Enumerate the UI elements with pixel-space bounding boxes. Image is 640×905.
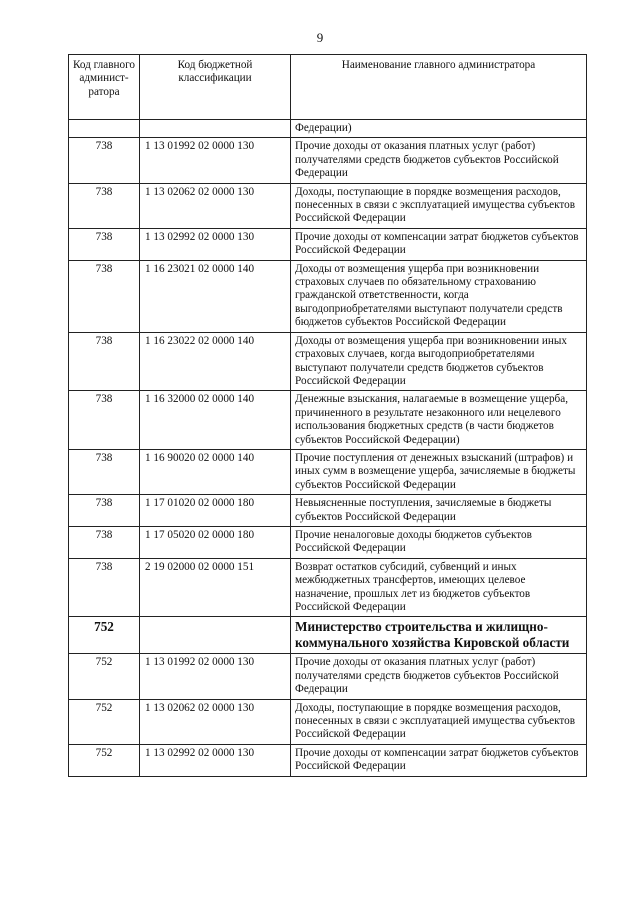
admin-code-cell: 752 (69, 744, 140, 776)
admin-code-cell: 752 (69, 699, 140, 744)
admin-code-cell: 752 (69, 654, 140, 699)
admin-code-cell (69, 120, 140, 138)
ministry-row (69, 617, 587, 654)
table-row (69, 449, 587, 494)
admin-name-cell: Невыясненные поступления, зачисляемые в бюджеты субъектов Российской Федерации (291, 495, 587, 527)
table-row (69, 744, 587, 776)
header-admin-code: Код главного админист-ратора (69, 55, 140, 120)
admin-code-cell: 738 (69, 449, 140, 494)
table-row (69, 183, 587, 228)
table-row (69, 391, 587, 450)
admin-name-cell: Денежные взыскания, налагаемые в возмещение ущерба, причиненного в результате незаконного или нецелевого использования бюджетных средств (в части бюджетов субъектов Российской Федерации) (291, 391, 587, 450)
table-row (69, 558, 587, 617)
budget-code-cell: 1 16 90020 02 0000 140 (140, 449, 291, 494)
admin-code-cell: 738 (69, 526, 140, 558)
budget-code-cell: 1 13 01992 02 0000 130 (140, 138, 291, 183)
admin-name-cell: Прочие неналоговые доходы бюджетов субъектов Российской Федерации (291, 526, 587, 558)
admin-name-cell: Доходы, поступающие в порядке возмещения расходов, понесенных в связи с эксплуатацией имущества субъектов Российской Федерации (291, 699, 587, 744)
admin-name-cell: Доходы от возмещения ущерба при возникновении иных страховых случаев, когда выгодоприобретателями выступают получатели средств бюджетов субъектов Российской Федерации (291, 332, 587, 391)
admin-code-cell: 738 (69, 495, 140, 527)
admin-code-cell: 738 (69, 558, 140, 617)
administrators-table (68, 54, 587, 777)
table-row (69, 526, 587, 558)
admin-name-cell: Прочие доходы от оказания платных услуг (работ) получателями средств бюджетов субъектов Российской Федерации (291, 654, 587, 699)
budget-code-cell: 1 16 23022 02 0000 140 (140, 332, 291, 391)
budget-code-cell (140, 617, 291, 654)
admin-name-cell: Доходы от возмещения ущерба при возникновении страховых случаев по обязательному страхованию гражданской ответственности, когда выгодоприобретателями выступают получатели средств бюджетов субъектов Российской Федерации (291, 260, 587, 332)
budget-code-cell (140, 120, 291, 138)
admin-name-cell: Прочие поступления от денежных взысканий (штрафов) и иных сумм в возмещение ущерба, зачисляемые в бюджеты субъектов Российской Федерации (291, 449, 587, 494)
admin-name-cell: Министерство строительства и жилищно-коммунального хозяйства Кировской области (291, 617, 587, 654)
admin-name-cell: Возврат остатков субсидий, субвенций и иных межбюджетных трансфертов, имеющих целевое назначение, прошлых лет из бюджетов субъектов Российской Федерации (291, 558, 587, 617)
budget-code-cell: 1 16 32000 02 0000 140 (140, 391, 291, 450)
budget-code-cell: 1 17 05020 02 0000 180 (140, 526, 291, 558)
header-admin-name: Наименование главного администратора (291, 55, 587, 120)
table-row (69, 120, 587, 138)
table-row (69, 495, 587, 527)
admin-name-cell: Прочие доходы от оказания платных услуг (работ) получателями средств бюджетов субъектов Российской Федерации (291, 138, 587, 183)
admin-name-cell: Прочие доходы от компенсации затрат бюджетов субъектов Российской Федерации (291, 228, 587, 260)
admin-name-cell: Прочие доходы от компенсации затрат бюджетов субъектов Российской Федерации (291, 744, 587, 776)
table-row (69, 228, 587, 260)
table-header-row (69, 55, 587, 120)
admin-code-cell: 738 (69, 332, 140, 391)
admin-code-cell: 738 (69, 138, 140, 183)
budget-code-cell: 1 17 01020 02 0000 180 (140, 495, 291, 527)
admin-code-cell: 738 (69, 228, 140, 260)
admin-name-cell: Доходы, поступающие в порядке возмещения расходов, понесенных в связи с эксплуатацией имущества субъектов Российской Федерации (291, 183, 587, 228)
admin-code-cell: 738 (69, 391, 140, 450)
page-number: 9 (316, 30, 324, 45)
budget-code-cell: 1 13 02992 02 0000 130 (140, 228, 291, 260)
budget-code-cell: 1 13 02062 02 0000 130 (140, 183, 291, 228)
budget-code-cell: 1 13 02062 02 0000 130 (140, 699, 291, 744)
table-row (69, 699, 587, 744)
table-row (69, 138, 587, 183)
admin-code-cell: 738 (69, 183, 140, 228)
admin-code-cell: 752 (69, 617, 140, 654)
table-row (69, 260, 587, 332)
header-budget-code: Код бюджетной классификации (140, 55, 291, 120)
admin-name-cell: Федерации) (291, 120, 587, 138)
table-row (69, 332, 587, 391)
budget-code-cell: 2 19 02000 02 0000 151 (140, 558, 291, 617)
table-row (69, 654, 587, 699)
budget-code-cell: 1 13 02992 02 0000 130 (140, 744, 291, 776)
budget-code-cell: 1 13 01992 02 0000 130 (140, 654, 291, 699)
admin-code-cell: 738 (69, 260, 140, 332)
budget-code-cell: 1 16 23021 02 0000 140 (140, 260, 291, 332)
